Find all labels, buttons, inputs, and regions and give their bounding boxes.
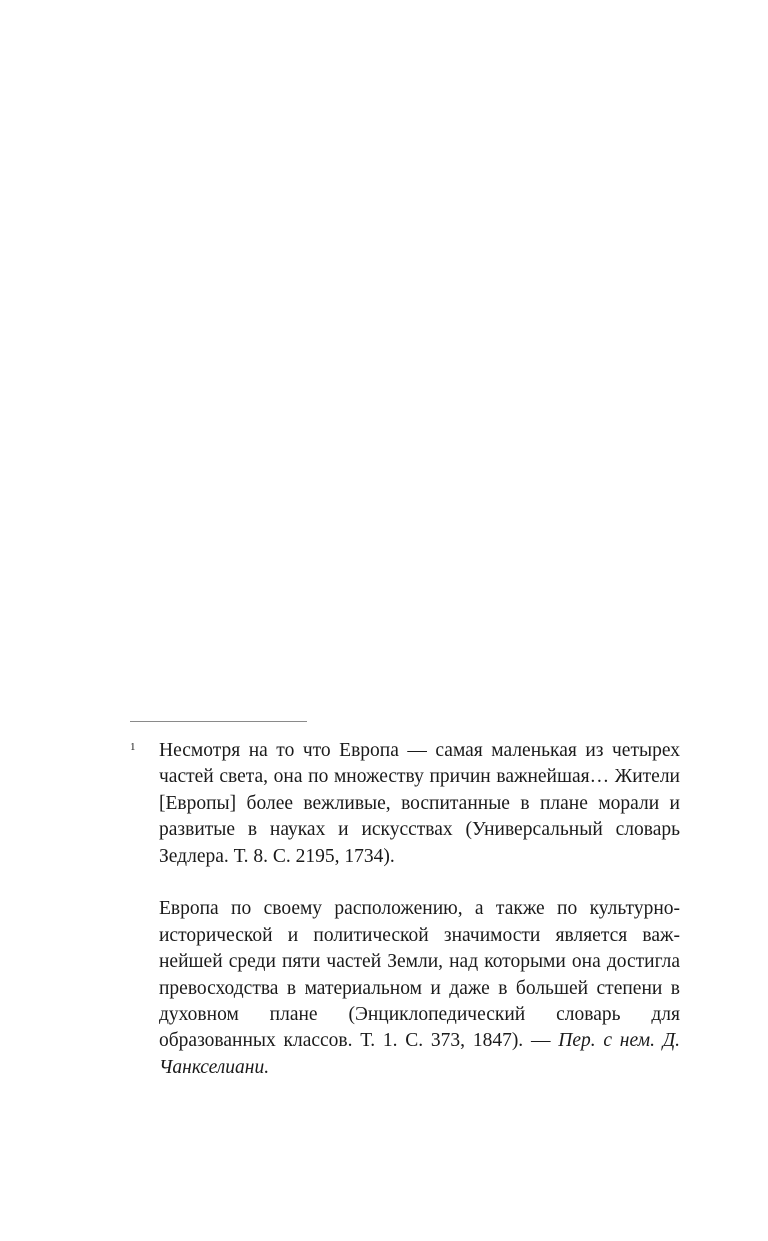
footnote-divider xyxy=(130,721,307,722)
footnote-paragraph-2 xyxy=(159,896,680,1081)
footnote-paragraph-1: Несмотря на то что Европа — самая маленькая из четырех частей света, она по множеству причин важнейшая… Жители [Европы] более вежливые, воспитанные в плане морали и развитые в науках и искусствах (Универсальный словарь Зедлера. Т. 8. С. 2195, 1734). xyxy=(159,740,680,867)
footnote-marker: 1 xyxy=(130,741,136,753)
footnote-body xyxy=(159,738,680,1081)
footnote xyxy=(130,738,680,1081)
footnote-paragraph-2-text: Европа по своему расположению, а также по культурно-исторической и политической значимости является важнейшей среди пяти частей Земли, над которыми она достигла превосходства в материальном и даже в большей степени в духовном плане (Энциклопедический словарь для образованных классов. Т. 1. С. 373, 1847). — xyxy=(159,898,680,1052)
translator-credit: Пер. с нем. Д. Чанкселиани. xyxy=(159,1030,680,1078)
